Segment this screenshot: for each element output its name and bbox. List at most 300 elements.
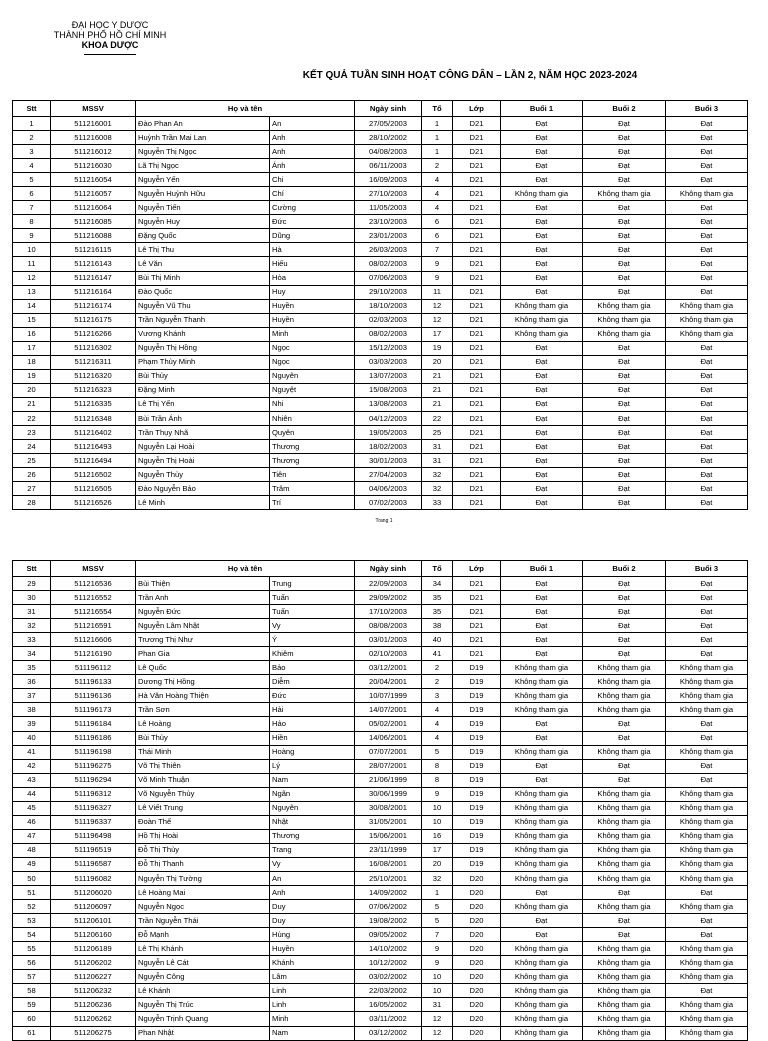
col-name: Họ và tên (136, 561, 355, 577)
cell-first-name: Hảo (270, 717, 355, 731)
cell-buoi-1: Đạt (501, 731, 583, 745)
cell-buoi-2: Đạt (583, 886, 666, 900)
table-row (13, 383, 748, 397)
cell-buoi-3: Đạt (666, 285, 748, 299)
cell-to: 1 (422, 145, 453, 159)
cell-mssv: 511206101 (51, 914, 136, 928)
table-row (13, 440, 748, 454)
col-to: Tổ (422, 101, 453, 117)
cell-to: 8 (422, 773, 453, 787)
cell-stt: 52 (13, 900, 51, 914)
table-row (13, 327, 748, 341)
cell-lop: D21 (453, 243, 501, 257)
cell-buoi-1: Đạt (501, 577, 583, 591)
cell-first-name: Ánh (270, 159, 355, 173)
cell-last-middle-name: Trần Anh (136, 591, 270, 605)
cell-buoi-3: Đạt (666, 759, 748, 773)
cell-buoi-2: Đạt (583, 411, 666, 425)
table-row (13, 717, 748, 731)
cell-buoi-2: Đạt (583, 159, 666, 173)
cell-mssv: 511216088 (51, 229, 136, 243)
cell-buoi-2: Không tham gia (583, 703, 666, 717)
cell-buoi-1: Đạt (501, 440, 583, 454)
cell-mssv: 511216012 (51, 145, 136, 159)
cell-buoi-1: Đạt (501, 482, 583, 496)
cell-lop: D21 (453, 145, 501, 159)
cell-buoi-1: Đạt (501, 243, 583, 257)
cell-first-name: Tuấn (270, 591, 355, 605)
cell-stt: 8 (13, 215, 51, 229)
cell-first-name: Tuấn (270, 605, 355, 619)
cell-mssv: 511206160 (51, 928, 136, 942)
cell-first-name: Ngọc (270, 355, 355, 369)
col-b1: Buổi 1 (501, 561, 583, 577)
cell-buoi-1: Không tham gia (501, 970, 583, 984)
cell-mssv: 511196198 (51, 745, 136, 759)
cell-last-middle-name: Nguyễn Công (136, 970, 270, 984)
cell-buoi-2: Không tham gia (583, 984, 666, 998)
cell-buoi-3: Không tham gia (666, 675, 748, 689)
cell-last-middle-name: Bùi Thiện (136, 577, 270, 591)
cell-lop: D20 (453, 984, 501, 998)
cell-dob: 14/07/2001 (355, 703, 422, 717)
cell-last-middle-name: Đào Quốc (136, 285, 270, 299)
cell-lop: D19 (453, 787, 501, 801)
cell-lop: D21 (453, 454, 501, 468)
cell-buoi-3: Đạt (666, 173, 748, 187)
cell-stt: 60 (13, 1012, 51, 1026)
cell-mssv: 511216554 (51, 605, 136, 619)
cell-stt: 15 (13, 313, 51, 327)
cell-buoi-2: Đạt (583, 440, 666, 454)
cell-buoi-1: Không tham gia (501, 299, 583, 313)
cell-last-middle-name: Nguyễn Lại Hoài (136, 440, 270, 454)
cell-last-middle-name: Nguyễn Thị Ngọc (136, 145, 270, 159)
cell-buoi-3: Đạt (666, 731, 748, 745)
cell-to: 2 (422, 675, 453, 689)
cell-buoi-2: Không tham gia (583, 187, 666, 201)
cell-dob: 02/10/2003 (355, 647, 422, 661)
cell-buoi-1: Không tham gia (501, 1026, 583, 1040)
cell-lop: D21 (453, 173, 501, 187)
cell-last-middle-name: Nguyễn Thủy (136, 468, 270, 482)
cell-buoi-1: Đạt (501, 411, 583, 425)
cell-stt: 3 (13, 145, 51, 159)
cell-lop: D20 (453, 942, 501, 956)
cell-first-name: Huyền (270, 313, 355, 327)
cell-buoi-3: Đạt (666, 215, 748, 229)
cell-buoi-2: Đạt (583, 759, 666, 773)
cell-dob: 04/12/2003 (355, 411, 422, 425)
cell-to: 1 (422, 117, 453, 131)
cell-mssv: 511216175 (51, 313, 136, 327)
cell-buoi-1: Không tham gia (501, 956, 583, 970)
cell-last-middle-name: Nguyễn Huy (136, 215, 270, 229)
cell-lop: D21 (453, 577, 501, 591)
cell-buoi-1: Đạt (501, 215, 583, 229)
cell-buoi-3: Đạt (666, 984, 748, 998)
cell-dob: 10/07/1999 (355, 689, 422, 703)
cell-buoi-1: Không tham gia (501, 1012, 583, 1026)
cell-buoi-3: Đạt (666, 647, 748, 661)
cell-buoi-1: Đạt (501, 257, 583, 271)
cell-buoi-3: Đạt (666, 145, 748, 159)
cell-buoi-1: Đạt (501, 619, 583, 633)
cell-buoi-3: Không tham gia (666, 787, 748, 801)
table-row (13, 201, 748, 215)
cell-to: 1 (422, 886, 453, 900)
cell-stt: 1 (13, 117, 51, 131)
cell-dob: 23/01/2003 (355, 229, 422, 243)
cell-stt: 51 (13, 886, 51, 900)
cell-buoi-1: Đạt (501, 397, 583, 411)
cell-first-name: Ý (270, 633, 355, 647)
cell-buoi-1: Đạt (501, 468, 583, 482)
cell-buoi-2: Không tham gia (583, 675, 666, 689)
cell-to: 5 (422, 914, 453, 928)
cell-stt: 55 (13, 942, 51, 956)
cell-last-middle-name: Thái Minh (136, 745, 270, 759)
cell-dob: 03/12/2002 (355, 1026, 422, 1040)
cell-buoi-3: Đạt (666, 159, 748, 173)
cell-buoi-3: Đạt (666, 633, 748, 647)
cell-to: 4 (422, 173, 453, 187)
cell-buoi-2: Đạt (583, 341, 666, 355)
cell-first-name: Nhiên (270, 411, 355, 425)
cell-buoi-2: Không tham gia (583, 956, 666, 970)
cell-first-name: An (270, 117, 355, 131)
cell-to: 31 (422, 998, 453, 1012)
cell-mssv: 511196112 (51, 661, 136, 675)
cell-first-name: Trâm (270, 482, 355, 496)
cell-last-middle-name: Trương Thị Như (136, 633, 270, 647)
table-row (13, 411, 748, 425)
table-row (13, 633, 748, 647)
cell-buoi-3: Không tham gia (666, 843, 748, 857)
cell-stt: 37 (13, 689, 51, 703)
cell-buoi-1: Đạt (501, 117, 583, 131)
cell-buoi-1: Đạt (501, 201, 583, 215)
table-row (13, 482, 748, 496)
cell-mssv: 511216402 (51, 426, 136, 440)
cell-stt: 14 (13, 299, 51, 313)
cell-buoi-1: Đạt (501, 928, 583, 942)
cell-to: 20 (422, 857, 453, 871)
cell-first-name: An (270, 871, 355, 885)
cell-last-middle-name: Đặng Quốc (136, 229, 270, 243)
cell-last-middle-name: Nguyễn Đức (136, 605, 270, 619)
cell-dob: 21/06/1999 (355, 773, 422, 787)
cell-buoi-3: Đạt (666, 619, 748, 633)
cell-last-middle-name: Phạm Thùy Minh (136, 355, 270, 369)
cell-dob: 03/12/2001 (355, 661, 422, 675)
cell-stt: 39 (13, 717, 51, 731)
cell-dob: 23/10/2003 (355, 215, 422, 229)
cell-mssv: 511216335 (51, 397, 136, 411)
cell-buoi-3: Không tham gia (666, 998, 748, 1012)
cell-mssv: 511216030 (51, 159, 136, 173)
cell-stt: 40 (13, 731, 51, 745)
cell-lop: D21 (453, 201, 501, 215)
cell-buoi-1: Không tham gia (501, 787, 583, 801)
cell-buoi-3: Đạt (666, 201, 748, 215)
cell-buoi-1: Đạt (501, 914, 583, 928)
cell-buoi-2: Đạt (583, 131, 666, 145)
cell-buoi-2: Đạt (583, 468, 666, 482)
table-row (13, 257, 748, 271)
table-row (13, 703, 748, 717)
cell-stt: 59 (13, 998, 51, 1012)
cell-dob: 29/09/2002 (355, 591, 422, 605)
cell-first-name: Đức (270, 215, 355, 229)
cell-lop: D20 (453, 1012, 501, 1026)
cell-mssv: 511206275 (51, 1026, 136, 1040)
cell-buoi-2: Đạt (583, 717, 666, 731)
cell-buoi-1: Đạt (501, 496, 583, 510)
cell-last-middle-name: Phan Gia (136, 647, 270, 661)
cell-buoi-2: Không tham gia (583, 313, 666, 327)
cell-buoi-2: Đạt (583, 145, 666, 159)
cell-lop: D21 (453, 355, 501, 369)
cell-last-middle-name: Võ Minh Thuận (136, 773, 270, 787)
cell-dob: 03/03/2003 (355, 355, 422, 369)
cell-dob: 29/10/2003 (355, 285, 422, 299)
cell-buoi-1: Không tham gia (501, 900, 583, 914)
cell-lop: D21 (453, 257, 501, 271)
cell-buoi-2: Đạt (583, 117, 666, 131)
cell-lop: D19 (453, 689, 501, 703)
cell-buoi-3: Đạt (666, 454, 748, 468)
cell-last-middle-name: Đào Nguyễn Bảo (136, 482, 270, 496)
cell-dob: 04/06/2003 (355, 482, 422, 496)
cell-lop: D19 (453, 829, 501, 843)
table-row (13, 815, 748, 829)
cell-buoi-3: Đạt (666, 411, 748, 425)
cell-to: 10 (422, 984, 453, 998)
table-row (13, 271, 748, 285)
cell-to: 40 (422, 633, 453, 647)
cell-mssv: 511196136 (51, 689, 136, 703)
cell-last-middle-name: Lê Quốc (136, 661, 270, 675)
cell-buoi-1: Không tham gia (501, 661, 583, 675)
table-row (13, 215, 748, 229)
cell-mssv: 511216494 (51, 454, 136, 468)
table-row (13, 426, 748, 440)
cell-stt: 38 (13, 703, 51, 717)
table-row (13, 299, 748, 313)
cell-dob: 15/08/2003 (355, 383, 422, 397)
cell-buoi-1: Không tham gia (501, 187, 583, 201)
cell-buoi-3: Không tham gia (666, 970, 748, 984)
cell-to: 4 (422, 187, 453, 201)
cell-stt: 30 (13, 591, 51, 605)
cell-buoi-2: Đạt (583, 496, 666, 510)
cell-first-name: Đức (270, 689, 355, 703)
cell-mssv: 511196184 (51, 717, 136, 731)
cell-dob: 28/07/2001 (355, 759, 422, 773)
cell-buoi-2: Đạt (583, 285, 666, 299)
cell-to: 2 (422, 159, 453, 173)
cell-buoi-3: Không tham gia (666, 661, 748, 675)
cell-dob: 07/07/2001 (355, 745, 422, 759)
cell-lop: D19 (453, 661, 501, 675)
cell-buoi-2: Đạt (583, 383, 666, 397)
table-row (13, 787, 748, 801)
cell-mssv: 511216001 (51, 117, 136, 131)
cell-last-middle-name: Trần Thụy Nhã (136, 426, 270, 440)
cell-first-name: Hải (270, 703, 355, 717)
table-row (13, 341, 748, 355)
cell-buoi-1: Không tham gia (501, 829, 583, 843)
cell-mssv: 511216536 (51, 577, 136, 591)
cell-buoi-2: Không tham gia (583, 689, 666, 703)
cell-mssv: 511216147 (51, 271, 136, 285)
cell-mssv: 511196498 (51, 829, 136, 843)
cell-dob: 10/12/2002 (355, 956, 422, 970)
cell-buoi-2: Đạt (583, 271, 666, 285)
cell-to: 2 (422, 661, 453, 675)
cell-buoi-3: Đạt (666, 914, 748, 928)
cell-last-middle-name: Lê Khánh (136, 984, 270, 998)
cell-lop: D19 (453, 773, 501, 787)
cell-buoi-2: Không tham gia (583, 801, 666, 815)
cell-to: 8 (422, 759, 453, 773)
cell-to: 22 (422, 411, 453, 425)
cell-buoi-2: Không tham gia (583, 299, 666, 313)
cell-last-middle-name: Đào Phan An (136, 117, 270, 131)
cell-mssv: 511216174 (51, 299, 136, 313)
cell-first-name: Hòa (270, 271, 355, 285)
cell-dob: 03/02/2002 (355, 970, 422, 984)
table-row (13, 496, 748, 510)
cell-mssv: 511206020 (51, 886, 136, 900)
cell-buoi-1: Không tham gia (501, 313, 583, 327)
table-row (13, 1026, 748, 1040)
cell-buoi-1: Không tham gia (501, 745, 583, 759)
cell-lop: D21 (453, 397, 501, 411)
cell-buoi-1: Không tham gia (501, 998, 583, 1012)
cell-buoi-2: Không tham gia (583, 900, 666, 914)
cell-buoi-1: Đạt (501, 159, 583, 173)
cell-stt: 43 (13, 773, 51, 787)
cell-mssv: 511196312 (51, 787, 136, 801)
document-title: KẾT QUẢ TUẦN SINH HOẠT CÔNG DÂN – LẦN 2, NĂM HỌC 2023-2024 (302, 70, 638, 81)
cell-lop: D21 (453, 591, 501, 605)
cell-mssv: 511216323 (51, 383, 136, 397)
cell-dob: 16/05/2002 (355, 998, 422, 1012)
cell-buoi-2: Không tham gia (583, 787, 666, 801)
cell-buoi-3: Đạt (666, 468, 748, 482)
cell-dob: 11/05/2003 (355, 201, 422, 215)
cell-buoi-2: Không tham gia (583, 815, 666, 829)
cell-lop: D21 (453, 327, 501, 341)
cell-buoi-2: Đạt (583, 773, 666, 787)
cell-buoi-2: Đạt (583, 591, 666, 605)
cell-stt: 46 (13, 815, 51, 829)
cell-dob: 27/05/2003 (355, 117, 422, 131)
cell-to: 31 (422, 454, 453, 468)
cell-lop: D21 (453, 285, 501, 299)
cell-lop: D20 (453, 928, 501, 942)
cell-buoi-2: Đạt (583, 633, 666, 647)
table-row (13, 998, 748, 1012)
cell-first-name: Lý (270, 759, 355, 773)
cell-dob: 08/02/2003 (355, 327, 422, 341)
cell-last-middle-name: Hà Văn Hoàng Thiện (136, 689, 270, 703)
cell-to: 35 (422, 605, 453, 619)
table-row (13, 970, 748, 984)
cell-to: 5 (422, 900, 453, 914)
cell-buoi-2: Không tham gia (583, 843, 666, 857)
cell-buoi-2: Đạt (583, 482, 666, 496)
cell-last-middle-name: Phan Nhật (136, 1026, 270, 1040)
cell-lop: D19 (453, 815, 501, 829)
cell-dob: 07/06/2002 (355, 900, 422, 914)
cell-last-middle-name: Lê Thị Thu (136, 243, 270, 257)
cell-buoi-1: Không tham gia (501, 942, 583, 956)
cell-first-name: Chí (270, 187, 355, 201)
cell-to: 12 (422, 313, 453, 327)
table-row (13, 117, 748, 131)
cell-mssv: 511216311 (51, 355, 136, 369)
cell-stt: 41 (13, 745, 51, 759)
cell-mssv: 511206236 (51, 998, 136, 1012)
cell-first-name: Nguyệt (270, 383, 355, 397)
cell-lop: D20 (453, 886, 501, 900)
cell-last-middle-name: Nguyễn Ngọc (136, 900, 270, 914)
table-row (13, 369, 748, 383)
cell-mssv: 511206097 (51, 900, 136, 914)
cell-buoi-3: Không tham gia (666, 871, 748, 885)
cell-to: 6 (422, 229, 453, 243)
cell-to: 4 (422, 703, 453, 717)
cell-last-middle-name: Lê Thị Khánh (136, 942, 270, 956)
cell-buoi-3: Đạt (666, 397, 748, 411)
table-row (13, 131, 748, 145)
cell-lop: D20 (453, 914, 501, 928)
table-row (13, 187, 748, 201)
cell-stt: 18 (13, 355, 51, 369)
cell-mssv: 511216115 (51, 243, 136, 257)
cell-dob: 25/10/2001 (355, 871, 422, 885)
cell-first-name: Minh (270, 327, 355, 341)
cell-dob: 08/08/2003 (355, 619, 422, 633)
col-dob: Ngày sinh (355, 101, 422, 117)
cell-first-name: Nguyên (270, 801, 355, 815)
cell-buoi-3: Không tham gia (666, 815, 748, 829)
cell-buoi-1: Đạt (501, 145, 583, 159)
cell-to: 12 (422, 1026, 453, 1040)
cell-buoi-3: Đạt (666, 369, 748, 383)
col-to: Tổ (422, 561, 453, 577)
cell-buoi-3: Đạt (666, 496, 748, 510)
cell-to: 10 (422, 815, 453, 829)
cell-mssv: 511206232 (51, 984, 136, 998)
cell-dob: 27/10/2003 (355, 187, 422, 201)
results-table-page-2 (12, 560, 748, 1041)
table-row (13, 843, 748, 857)
cell-stt: 35 (13, 661, 51, 675)
cell-lop: D20 (453, 956, 501, 970)
cell-last-middle-name: Đặng Minh (136, 383, 270, 397)
table-row (13, 454, 748, 468)
cell-mssv: 511216190 (51, 647, 136, 661)
cell-dob: 02/03/2003 (355, 313, 422, 327)
cell-dob: 13/08/2003 (355, 397, 422, 411)
cell-dob: 28/10/2002 (355, 131, 422, 145)
cell-lop: D21 (453, 496, 501, 510)
cell-last-middle-name: Bùi Thị Minh (136, 271, 270, 285)
